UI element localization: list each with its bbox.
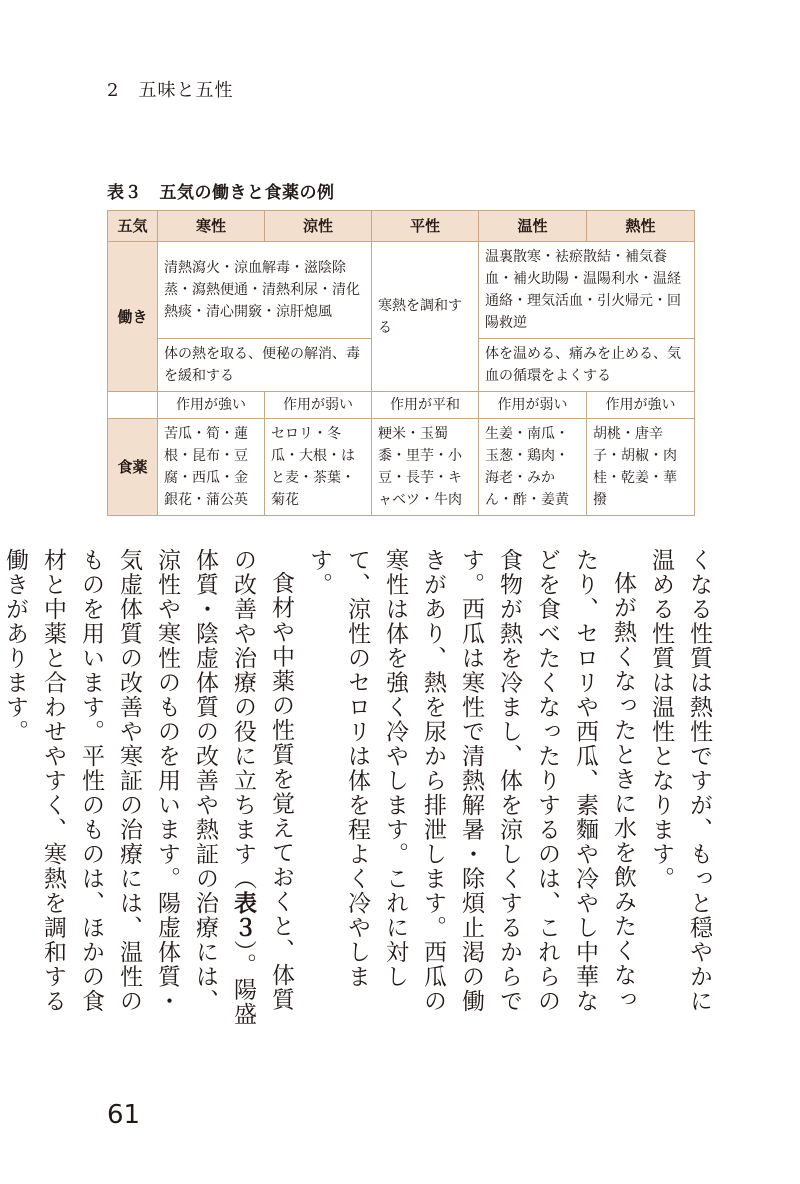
foods-hot: 胡桃・唐辛子・胡椒・肉桂・乾姜・華撥: [587, 419, 695, 516]
chapter-header: 2 五味と五性: [107, 80, 234, 101]
table-header-row: [108, 211, 695, 242]
column-header-hot: 熱性: [587, 211, 695, 242]
page-number: 61: [107, 1100, 141, 1130]
paragraph-3-text-a: 食材や中薬の性質を覚えておくと、体質の改善や治療の役に立ちます（: [230, 548, 294, 1012]
paragraph-2: 体が熱くなったときに水を飲みたくなったり、セロリや西瓜、素麵や冷やし中華などを食べたくなったりするのは、これらの食物が熱を冷まし、体を涼しくするからです。西瓜は寒性で清熱解暑・除煩止渇の働きがあり、熱を尿から排泄します。西瓜の寒性は体を強く冷やします。これに対して、涼性のセロリは体を程よく冷やします。: [306, 548, 636, 1014]
summary-warm-hot: 体を温める、痛みを止める、気血の循環をよくする: [479, 339, 695, 392]
strength-neutral: 作用が平和: [372, 392, 479, 419]
foods-cool: セロリ・冬瓜・大根・はと麦・茶葉・菊花: [265, 419, 372, 516]
five-qi-table: [107, 210, 695, 516]
strength-warm: 作用が弱い: [479, 392, 587, 419]
foods-cold: 苦瓜・筍・蓮根・昆布・豆腐・西瓜・金銀花・蒲公英: [158, 419, 265, 516]
paragraph-3-text-b: ）。陽盛体質・陰虚体質の改善や熱証の治療には、涼性や寒性のものを用います。陽虚体質・気虚体質の改善や寒証の治療には、温性のものを用います。平性のものは、ほかの食材と中薬と合わせやすく、寒熱を調和する働きがあります。: [2, 548, 256, 1027]
row-label-action: 働き: [108, 242, 158, 392]
column-header-cool: 涼性: [265, 211, 372, 242]
foods-warm: 生姜・南瓜・玉葱・鶏肉・海老・みかん・酢・姜黄: [479, 419, 587, 516]
column-header-cold: 寒性: [158, 211, 265, 242]
strength-cool: 作用が弱い: [265, 392, 372, 419]
table-caption: 表３ 五気の働きと食薬の例: [107, 183, 335, 203]
column-header-five-qi: 五気: [108, 211, 158, 242]
summary-cold-cool: 体の熱を取る、便秘の解消、毒を緩和する: [158, 339, 372, 392]
foods-row: [108, 419, 695, 516]
strength-hot: 作用が強い: [587, 392, 695, 419]
strength-row: [108, 392, 695, 419]
body-text: [2, 548, 718, 1028]
strength-cold: 作用が強い: [158, 392, 265, 419]
action-row: [108, 242, 695, 339]
action-cold-cool: 清熱瀉火・涼血解毒・滋陰除蒸・瀉熱便通・清熱利尿・清化熱痰・清心開竅・涼肝熄風: [158, 242, 372, 339]
action-neutral: 寒熱を調和する: [372, 242, 479, 392]
row-label-foods: 食薬: [108, 419, 158, 516]
action-warm-hot: 温裏散寒・袪瘀散結・補気養血・補火助陽・温陽利水・温経通絡・理気活血・引火帰元・回陽救逆: [479, 242, 695, 339]
paragraph-3: [0, 548, 300, 1028]
paragraph-1: くなる性質は熱性ですが、もっと穏やかに温める性質は温性となります。: [648, 548, 712, 1014]
table-reference: 表３: [230, 891, 256, 940]
foods-neutral: 粳米・玉蜀黍・里芋・小豆・長芋・キャベツ・牛肉: [372, 419, 479, 516]
column-header-neutral: 平性: [372, 211, 479, 242]
column-header-warm: 温性: [479, 211, 587, 242]
strength-row-blank: [108, 392, 158, 419]
